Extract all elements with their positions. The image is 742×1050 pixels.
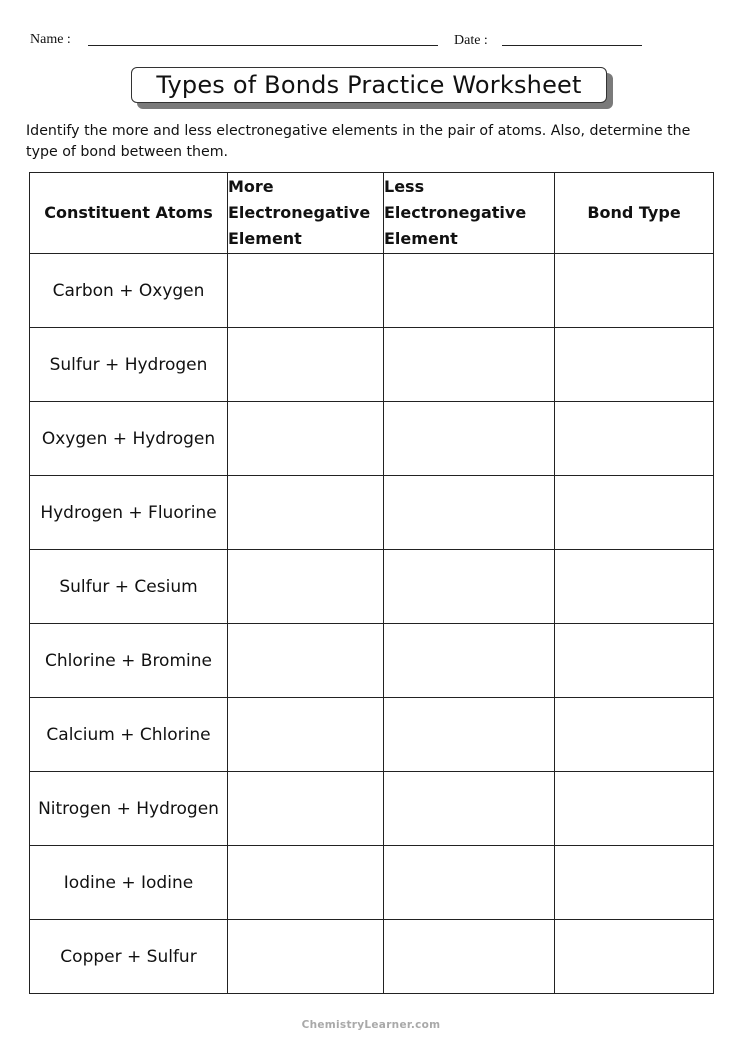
less-electronegative-answer-cell[interactable]	[384, 772, 555, 846]
constituent-atoms-cell: Calcium + Chlorine	[30, 698, 228, 772]
less-electronegative-answer-cell[interactable]	[384, 846, 555, 920]
more-electronegative-answer-cell[interactable]	[228, 698, 384, 772]
constituent-atoms-cell: Chlorine + Bromine	[30, 624, 228, 698]
name-label: Name :	[30, 32, 71, 47]
page-title: Types of Bonds Practice Worksheet	[131, 67, 607, 103]
table-row	[30, 846, 714, 920]
bond-type-answer-cell[interactable]	[555, 624, 714, 698]
constituent-atoms-cell: Copper + Sulfur	[30, 920, 228, 994]
table-row	[30, 772, 714, 846]
more-electronegative-answer-cell[interactable]	[228, 920, 384, 994]
more-electronegative-answer-cell[interactable]	[228, 402, 384, 476]
table-row	[30, 920, 714, 994]
less-electronegative-answer-cell[interactable]	[384, 920, 555, 994]
footer-source: ChemistryLearner.com	[301, 1019, 441, 1031]
table-header-row	[30, 173, 714, 254]
bond-type-answer-cell[interactable]	[555, 772, 714, 846]
title-banner	[131, 67, 609, 105]
less-electronegative-answer-cell[interactable]	[384, 402, 555, 476]
table-row	[30, 624, 714, 698]
table-row	[30, 402, 714, 476]
less-electronegative-answer-cell[interactable]	[384, 328, 555, 402]
constituent-atoms-cell: Oxygen + Hydrogen	[30, 402, 228, 476]
more-electronegative-answer-cell[interactable]	[228, 846, 384, 920]
bond-type-answer-cell[interactable]	[555, 550, 714, 624]
more-electronegative-answer-cell[interactable]	[228, 772, 384, 846]
column-header-constituent-atoms: Constituent Atoms	[30, 173, 228, 254]
less-electronegative-answer-cell[interactable]	[384, 254, 555, 328]
less-electronegative-answer-cell[interactable]	[384, 698, 555, 772]
bond-type-answer-cell[interactable]	[555, 846, 714, 920]
bond-type-answer-cell[interactable]	[555, 254, 714, 328]
more-electronegative-answer-cell[interactable]	[228, 624, 384, 698]
date-write-line[interactable]	[502, 45, 642, 46]
more-electronegative-answer-cell[interactable]	[228, 328, 384, 402]
more-electronegative-answer-cell[interactable]	[228, 254, 384, 328]
instructions-text: Identify the more and less electronegative elements in the pair of atoms. Also, determine the type of bond between them.	[26, 123, 691, 160]
constituent-atoms-cell: Sulfur + Cesium	[30, 550, 228, 624]
column-header-more-electronegative: More Electronegative Element	[228, 173, 384, 254]
table-row	[30, 550, 714, 624]
constituent-atoms-cell: Nitrogen + Hydrogen	[30, 772, 228, 846]
more-electronegative-answer-cell[interactable]	[228, 476, 384, 550]
bond-type-answer-cell[interactable]	[555, 920, 714, 994]
bond-type-answer-cell[interactable]	[555, 328, 714, 402]
date-label: Date :	[454, 33, 488, 48]
table-row	[30, 476, 714, 550]
constituent-atoms-cell: Hydrogen + Fluorine	[30, 476, 228, 550]
column-header-less-electronegative: Less Electronegative Element	[384, 173, 555, 254]
header-fields	[30, 30, 650, 52]
constituent-atoms-cell: Iodine + Iodine	[30, 846, 228, 920]
worksheet-table	[29, 172, 714, 994]
less-electronegative-answer-cell[interactable]	[384, 550, 555, 624]
bond-type-answer-cell[interactable]	[555, 476, 714, 550]
table-row	[30, 254, 714, 328]
bond-type-answer-cell[interactable]	[555, 402, 714, 476]
name-write-line[interactable]	[88, 45, 438, 46]
table-row	[30, 328, 714, 402]
table-row	[30, 698, 714, 772]
less-electronegative-answer-cell[interactable]	[384, 624, 555, 698]
constituent-atoms-cell: Sulfur + Hydrogen	[30, 328, 228, 402]
bond-type-answer-cell[interactable]	[555, 698, 714, 772]
less-electronegative-answer-cell[interactable]	[384, 476, 555, 550]
column-header-bond-type: Bond Type	[555, 173, 714, 254]
constituent-atoms-cell: Carbon + Oxygen	[30, 254, 228, 328]
more-electronegative-answer-cell[interactable]	[228, 550, 384, 624]
